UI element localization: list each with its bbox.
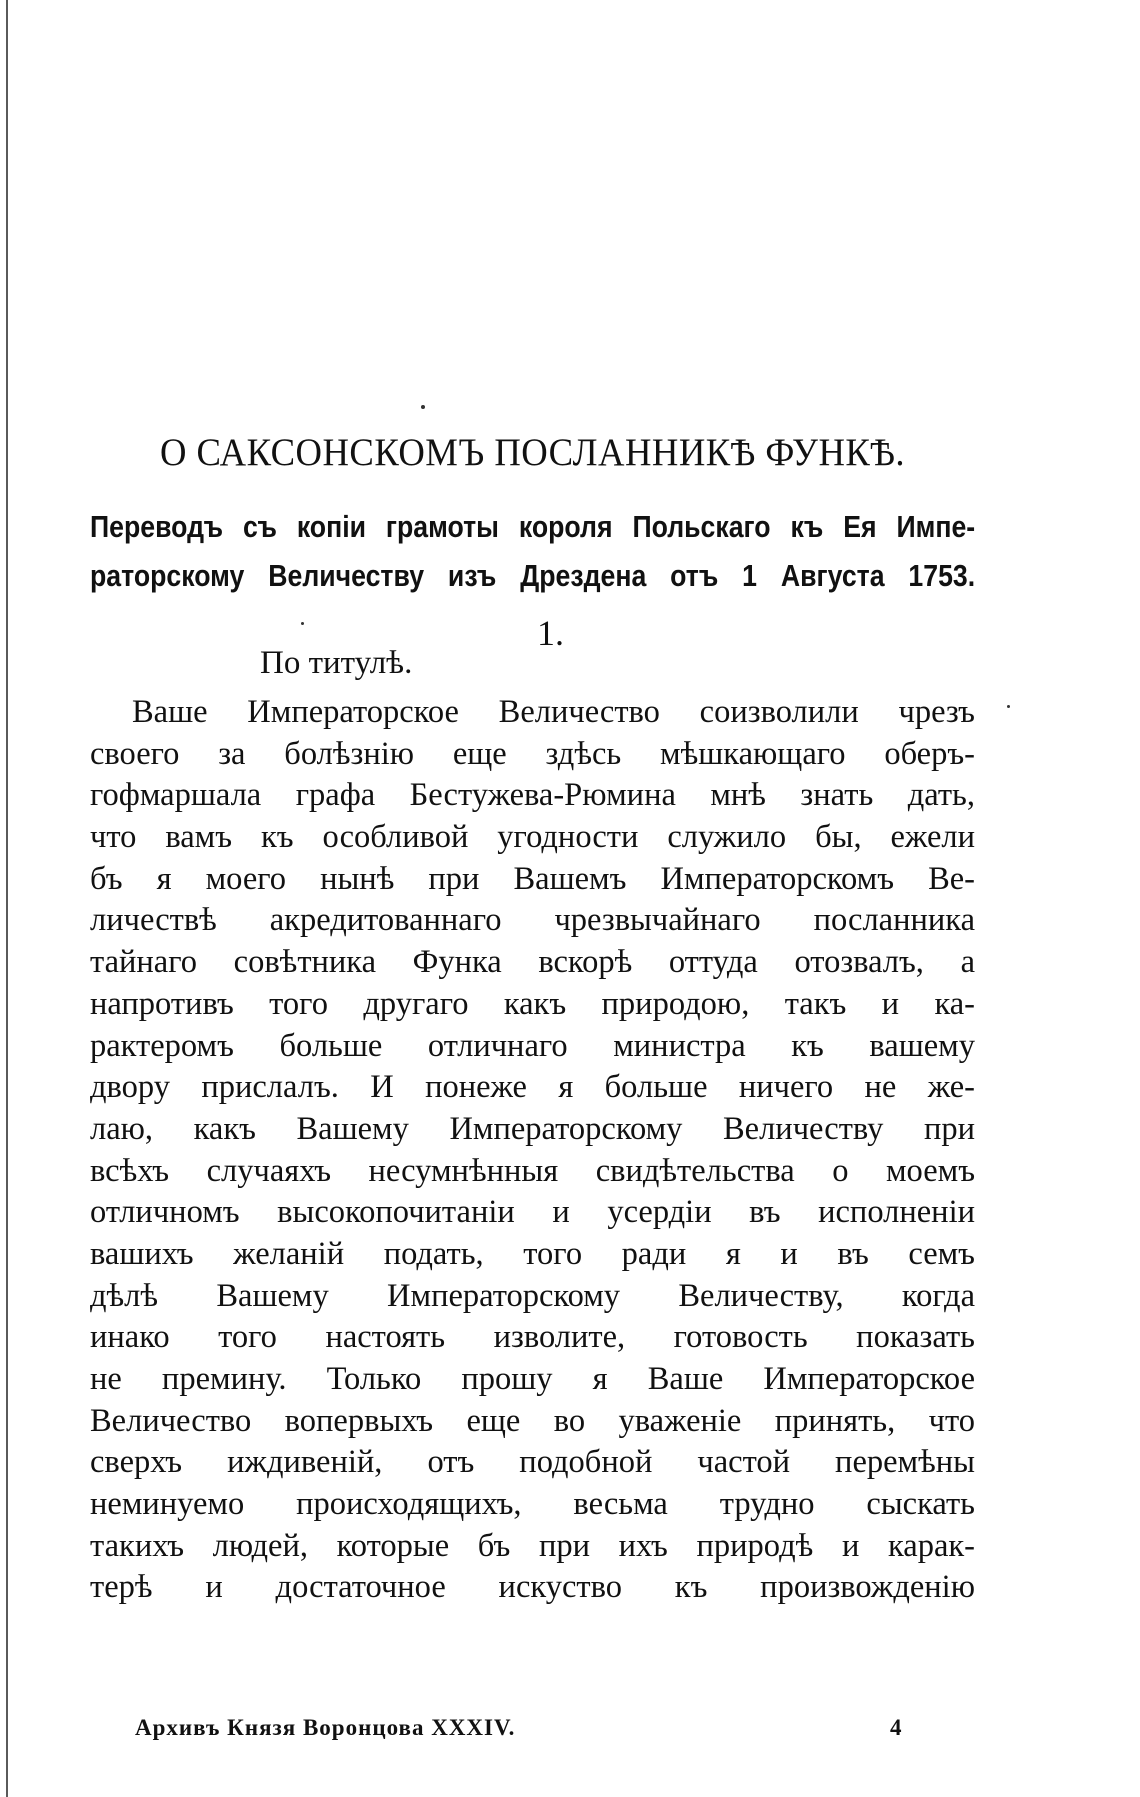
- body-line: терѣ и достаточное искуство къ произвожденію: [90, 1569, 975, 1606]
- footer-archive-title: Архивъ Князя Воронцова XXXIV.: [135, 1715, 516, 1740]
- subtitle-line: Переводъ съ копіи грамоты короля Польскаго къ Ея Импе-: [90, 509, 976, 544]
- body-line: инако того настоять изволите, готовость показать: [90, 1319, 975, 1356]
- body-line: не премину. Только прошу я Ваше Императорское: [90, 1361, 975, 1397]
- body-line: Величество вопервыхъ еще во уваженіе принять, что: [90, 1402, 975, 1439]
- body-line: такихъ людей, которые бъ при ихъ природѣ и карак-: [90, 1527, 975, 1564]
- footer-page-number: 4: [890, 1715, 902, 1740]
- body-line: неминуемо происходящихъ, весьма трудно сыскать: [90, 1486, 975, 1523]
- body-line: своего за болѣзнію еще здѣсь мѣшкающаго оберъ-: [90, 735, 975, 772]
- body-line: тайнаго совѣтника Функа вскорѣ оттуда отозвалъ, а: [90, 944, 975, 981]
- section-number: 1.: [537, 613, 564, 653]
- document-subtitle: [90, 502, 975, 600]
- salutation: По титулѣ.: [260, 645, 413, 681]
- body-line: отличномъ высокопочитаніи и усердіи въ исполненіи: [90, 1194, 975, 1231]
- body-line: бъ я моего нынѣ при Вашемъ Императорскомъ Ве-: [90, 860, 975, 897]
- body-line: личествѣ акредитованнаго чрезвычайнаго посланника: [90, 902, 975, 939]
- body-line: двору прислалъ. И понеже я больше ничего не же-: [90, 1069, 975, 1106]
- scan-speck: [1007, 705, 1010, 708]
- body-line: всѣхъ случаяхъ несумнѣнныя свидѣтельства о моемъ: [90, 1152, 975, 1189]
- body-line: напротивъ того другаго какъ природою, такъ и ка-: [90, 985, 975, 1022]
- subtitle-line: раторскому Величеству изъ Дрездена отъ 1 Августа 1753.: [90, 558, 976, 593]
- body-line: дѣлѣ Вашему Императорскому Величеству, когда: [90, 1277, 975, 1314]
- body-line: что вамъ къ особливой угодности служило бы, ежели: [90, 819, 975, 856]
- body-line: Ваше Императорское Величество соизволили чрезъ: [132, 694, 975, 730]
- body-line: сверхъ иждивеній, отъ подобной частой перемѣны: [90, 1444, 975, 1481]
- scan-speck: [421, 405, 425, 409]
- body-line: гофмаршала графа Бестужева-Рюмина мнѣ знать дать,: [90, 777, 975, 814]
- body-text: [90, 692, 975, 1609]
- scan-edge-line: [6, 0, 8, 1797]
- body-line: рактеромъ больше отличнаго министра къ вашему: [90, 1027, 975, 1064]
- document-title: О САКСОНСКОМЪ ПОСЛАННИКѢ ФУНКѢ.: [159, 431, 906, 474]
- body-line: вашихъ желаній подать, того ради я и въ семъ: [90, 1235, 975, 1272]
- body-line: лаю, какъ Вашему Императорскому Величеству при: [90, 1110, 975, 1147]
